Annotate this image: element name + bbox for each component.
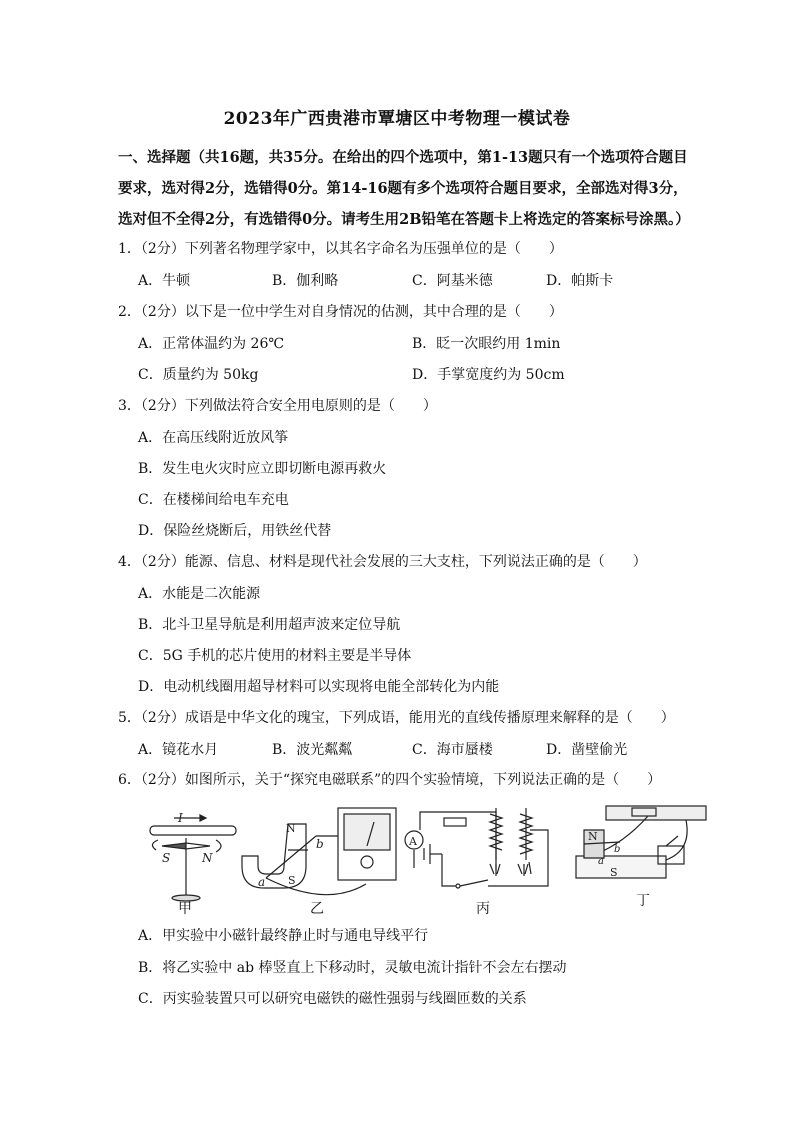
- q2-option-b: B．眨一次眼约用 1min: [412, 336, 561, 352]
- q6-option-a: A．甲实验中小磁针最终静止时与通电导线平行: [138, 928, 429, 944]
- question-3-stem: 3．（2分）下列做法符合安全用电原则的是（ ）: [118, 398, 437, 414]
- question-6-stem: 6．（2分）如图所示，关于“探究电磁联系”的四个实验情境，下列说法正确的是（ ）: [118, 772, 662, 788]
- figure-label-bing: 丙: [476, 901, 490, 917]
- ding-south-label: S: [610, 866, 618, 879]
- section-line: 要求，选对得2分，选错得0分。第14-16题有多个选项符合题目要求，全部选对得3分，: [118, 180, 688, 197]
- question-4-stem: 4．（2分）能源、信息、材料是现代社会发展的三大支柱，下列说法正确的是（ ）: [118, 554, 647, 570]
- figure-label-jia: 甲: [178, 901, 192, 917]
- q4-option-a: A．水能是二次能源: [138, 586, 261, 602]
- south-pole-label: S: [162, 851, 171, 865]
- ding-north-label: N: [588, 830, 598, 843]
- q5-option-d: D．凿壁偷光: [546, 742, 628, 758]
- experiment-diagrams-svg: [138, 800, 718, 918]
- magnet-south-label: S: [288, 874, 296, 887]
- figure-label-yi: 乙: [310, 901, 324, 917]
- q2-option-d: D．手掌宽度约为 50cm: [412, 367, 565, 383]
- q1-option-b: B．伽利略: [272, 273, 339, 289]
- q1-option-c: C．阿基米德: [412, 273, 493, 289]
- ding-rod-a-label: a: [598, 856, 604, 867]
- q6-option-c: C．丙实验装置只可以研究电磁铁的磁性强弱与线圈匝数的关系: [138, 991, 527, 1007]
- north-pole-label: N: [202, 851, 213, 865]
- q5-option-c: C．海市蜃楼: [412, 742, 493, 758]
- question-5-stem: 5．（2分）成语是中华文化的瑰宝，下列成语，能用光的直线传播原理来解释的是（ ）: [118, 710, 675, 726]
- diagram-bing: [405, 808, 548, 888]
- q5-option-a: A．镜花水月: [138, 742, 219, 758]
- rod-b-label: b: [316, 837, 324, 851]
- section-line: 选对但不全得2分，有选错得0分。请考生用2B铅笔在答题卡上将选定的答案标号涂黑。）: [118, 211, 690, 228]
- rod-a-label: a: [258, 875, 266, 889]
- section-instructions: [118, 142, 718, 235]
- q1-option-a: A．牛顿: [138, 273, 191, 289]
- q3-option-c: C．在楼梯间给电车充电: [138, 492, 289, 508]
- q1-option-d: D．帕斯卡: [546, 273, 614, 289]
- ding-rod-b-label: b: [614, 844, 621, 855]
- figure-label-ding: 丁: [636, 893, 650, 909]
- q2-option-c: C．质量约为 50kg: [138, 367, 259, 383]
- q3-option-b: B．发生电火灾时应立即切断电源再救火: [138, 461, 387, 477]
- current-label: I: [178, 811, 183, 825]
- q3-option-a: A．在高压线附近放风筝: [138, 430, 289, 446]
- section-line: 一、选择题（共16题，共35分。在给出的四个选项中，第1-13题只有一个选项符合题目: [118, 149, 688, 166]
- q3-option-d: D．保险丝烧断后，用铁丝代替: [138, 523, 332, 539]
- q2-option-a: A．正常体温约为 26℃: [138, 336, 285, 352]
- page-title: 2023年广西贵港市覃塘区中考物理一模试卷: [223, 109, 571, 129]
- q6-option-b: B．将乙实验中 ab 棒竖直上下移动时，灵敏电流计指针不会左右摆动: [138, 960, 567, 976]
- experiment-figure: [138, 800, 718, 918]
- q4-option-b: B．北斗卫星导航是利用超声波来定位导航: [138, 617, 401, 633]
- question-1-stem: 1．（2分）下列著名物理学家中，以其名字命名为压强单位的是（ ）: [118, 241, 563, 257]
- magnet-north-label: N: [286, 822, 296, 835]
- ammeter-label: A: [409, 835, 417, 848]
- q5-option-b: B．波光粼粼: [272, 742, 353, 758]
- q4-option-d: D．电动机线圈用超导材料可以实现将电能全部转化为内能: [138, 679, 500, 695]
- q4-option-c: C．5G 手机的芯片使用的材料主要是半导体: [138, 648, 412, 664]
- question-2-stem: 2．（2分）以下是一位中学生对自身情况的估测，其中合理的是（ ）: [118, 304, 563, 320]
